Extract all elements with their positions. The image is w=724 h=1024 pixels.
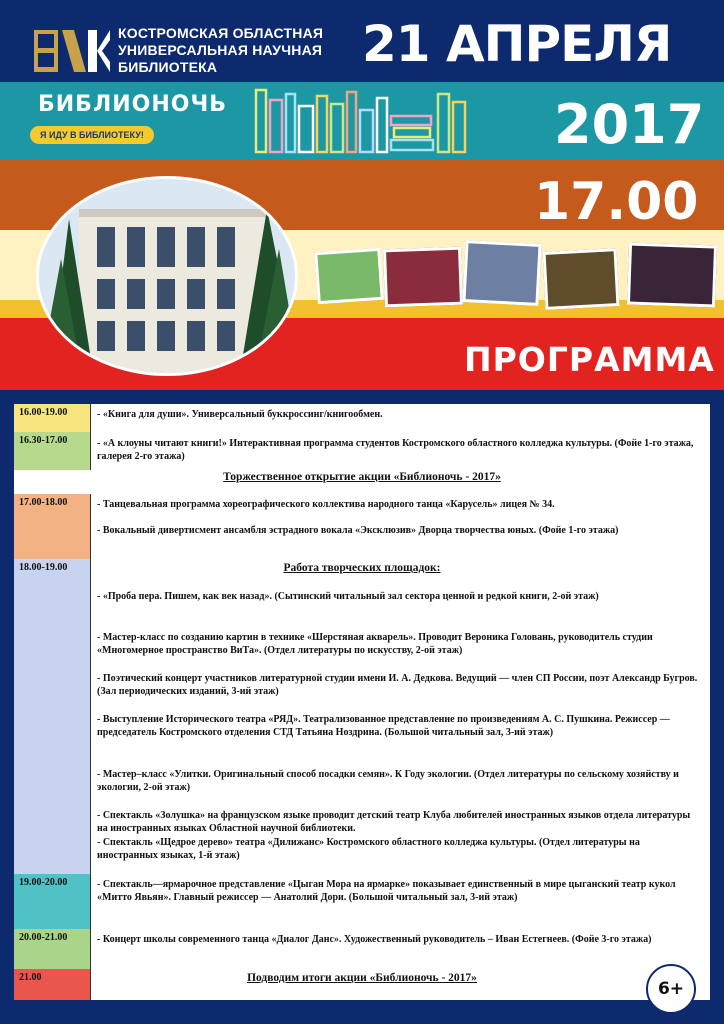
brand-title: БИБЛИОНОЧЬ — [38, 92, 227, 117]
age-rating-badge: 6+ — [646, 964, 696, 1014]
org-line-2: УНИВЕРСАЛЬНАЯ НАУЧНАЯ — [118, 42, 323, 58]
schedule-item: - Концерт школы современного танца «Диалог Данс». Художественный руководитель – Иван Естегнеев. (Фойе 3-го этажа) — [97, 934, 652, 945]
time-cell: 20.00-21.00 — [14, 929, 91, 969]
photo-2 — [383, 247, 463, 308]
time-cell: 16.30-17.00 — [14, 432, 91, 470]
event-time: 17.00 — [534, 172, 699, 232]
org-line-1: КОСТРОМСКАЯ ОБЛАСТНАЯ — [118, 25, 324, 41]
schedule-item: - Поэтический концерт участников литературной студии имени И. А. Дедкова. Ведущий — член СП России, поэт Александр Бугров. (Зал периодических изданий, 3-ий этаж) — [97, 673, 698, 697]
schedule-item: - Вокальный дивертисмент ансамбля эстрадного вокала «Эксклюзив» Дворца творчества юных. (Фойе 1-го этажа) — [97, 525, 619, 536]
schedule-item: - «Книга для души». Универсальный буккроссинг/книгообмен. — [97, 409, 383, 420]
schedule-item: - Спектакль «Золушка» на французском языке проводит детский театр Клуба любителей иностранных языков отдела литературы на иностранных языках Областной научной библиотеки. — [97, 810, 691, 834]
schedule-item: - Танцевальная программа хореографического коллектива народного танца «Карусель» лицея № 34. — [97, 499, 555, 510]
schedule-item: - Выступление Исторического театра «РЯД». Театрализованное представление по произведениям А. С. Пушкина. Режиссер — председатель Костромского отделения СТД Татьяна Ноздрина. (Большой читальный зал, 3-ий этаж) — [97, 714, 670, 738]
brand-tagline: Я ИДУ В БИБЛИОТЕКУ! — [30, 126, 154, 144]
photo-3 — [462, 240, 541, 306]
organization-name — [118, 25, 323, 76]
photo-4 — [543, 248, 620, 310]
time-cell: 16.00-19.00 — [14, 404, 91, 432]
photo-1 — [314, 248, 383, 304]
schedule-item: - Спектакль—ярмарочное представление «Цыган Мора на ярмарке» показывает единственный в мире цыганский театр кукол «Митто Явьян». Главный режиссер — Анатолий Дори. (Большой читальный зал, 3-ий этаж) — [97, 879, 676, 903]
schedule-item: - «А клоуны читают книги!» Интерактивная программа студентов Костромского областного колледжа культуры. (Фойе 1-го этажа, галерея 2-го этажа) — [97, 438, 694, 462]
schedule-item: - Мастер-класс по созданию картин в технике «Шерстяная акварель». Проводит Вероника Головань, руководитель студии «Многомерное пространство ВиТа». (Отдел литературы по искусству, 2-ой этаж) — [97, 632, 653, 656]
books-illustration-icon — [246, 86, 486, 156]
section-heading: Работа творческих площадок: — [283, 562, 441, 574]
event-photos — [312, 238, 722, 318]
program-title: ПРОГРАММА — [464, 340, 715, 379]
library-building-photo — [36, 176, 298, 376]
time-cell: 18.00-19.00 — [14, 559, 91, 874]
library-logo-icon — [34, 26, 112, 76]
event-year: 2017 — [554, 93, 705, 156]
building-illustration — [39, 179, 298, 376]
event-date: 21 АПРЕЛЯ — [362, 15, 672, 73]
org-line-3: БИБЛИОТЕКА — [118, 59, 218, 75]
time-cell: 21.00 — [14, 969, 91, 1000]
section-heading: Подводим итоги акции «Библионочь - 2017» — [247, 972, 477, 984]
section-heading: Торжественное открытие акции «Библионочь - 2017» — [223, 471, 501, 483]
schedule-table — [14, 404, 710, 1000]
schedule-item: - Мастер–класс «Улитки. Оригинальный способ посадки семян». К Году экологии. (Отдел литературы по сельскому хозяйству и экологии, 2-ой этаж) — [97, 769, 679, 793]
time-cell: 17.00-18.00 — [14, 494, 91, 559]
schedule-item: - «Проба пера. Пишем, как век назад». (Сытинский читальный зал сектора ценной и редкой книги, 2-ой этаж) — [97, 591, 599, 602]
time-cell: 19.00-20.00 — [14, 874, 91, 929]
photo-5 — [627, 242, 717, 307]
schedule-item: - Спектакль «Щедрое дерево» театра «Дилижанс» Костромского областного колледжа культуры. (Отдел литературы на иностранных языках, 1-й этаж) — [97, 837, 640, 861]
